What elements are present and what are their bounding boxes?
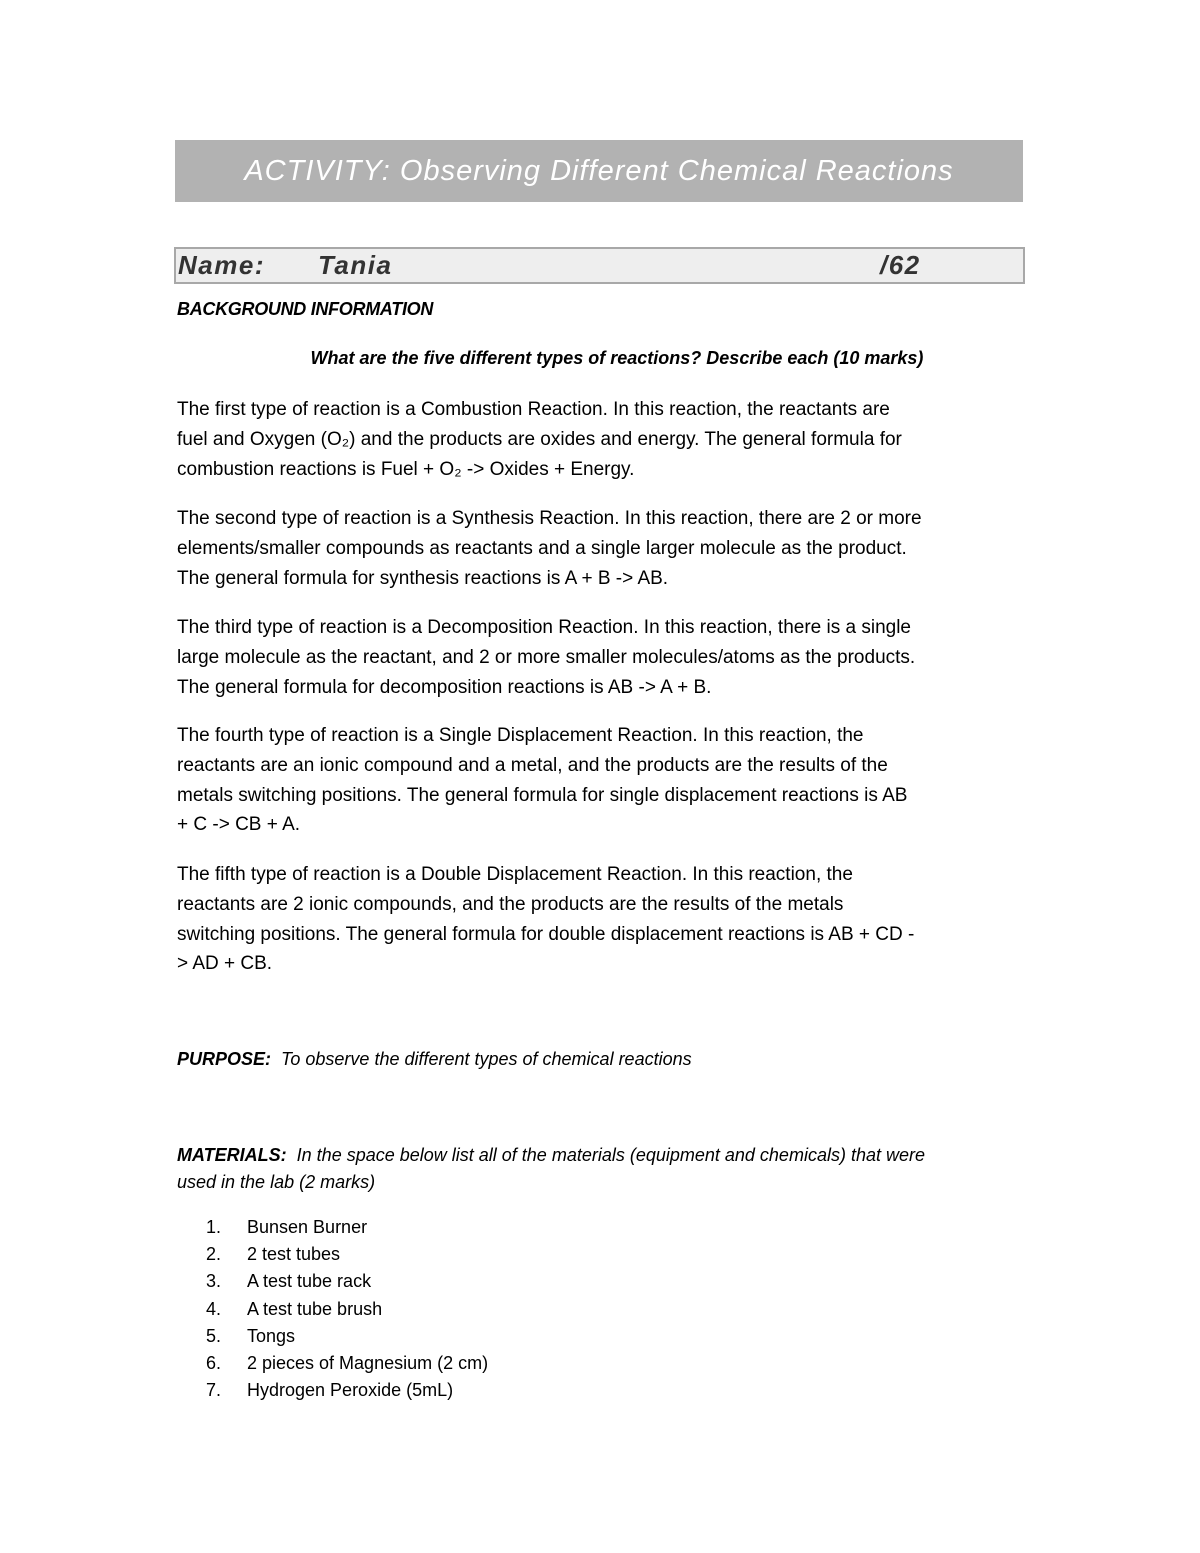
purpose-label: PURPOSE: <box>177 1049 272 1069</box>
list-number: 7. <box>206 1380 222 1401</box>
materials-label: MATERIALS: <box>177 1145 287 1165</box>
paragraph-line: The fifth type of reaction is a Double Displacement Reaction. In this reaction, the <box>177 864 853 885</box>
purpose-section <box>177 1049 692 1070</box>
name-label: Name: <box>178 250 265 280</box>
paragraph-line: metals switching positions. The general formula for single displacement reactions is AB <box>177 784 908 806</box>
student-name: Tania <box>318 250 393 280</box>
question-prompt: What are the five different types of reactions? Describe each (10 marks) <box>310 348 924 368</box>
list-number: 3. <box>206 1271 222 1292</box>
list-number: 1. <box>206 1217 222 1237</box>
paragraph-line: The third type of reaction is a Decomposition Reaction. In this reaction, there is a single <box>177 617 911 638</box>
paragraph-line: The general formula for synthesis reactions is A + B -> AB. <box>177 567 669 589</box>
list-item-text: A test tube brush <box>247 1298 383 1319</box>
paragraph-single-displacement <box>177 721 1037 840</box>
materials-section <box>177 1142 1017 1196</box>
list-item <box>206 1241 488 1268</box>
paragraph-line: combustion reactions is Fuel + O₂ -> Oxides + Energy. <box>177 458 635 480</box>
paragraph-synthesis <box>177 504 1037 593</box>
list-item <box>206 1268 488 1295</box>
paragraph-line: + C -> CB + A. <box>177 814 301 836</box>
list-number: 2. <box>206 1244 222 1265</box>
paragraph-line: The second type of reaction is a Synthesis Reaction. In this reaction, there are 2 or more <box>177 508 922 529</box>
paragraph-line: fuel and Oxygen (O₂) and the products are oxides and energy. The general formula for <box>177 428 902 450</box>
list-item <box>206 1296 488 1323</box>
list-item-text: Hydrogen Peroxide (5mL) <box>247 1380 454 1401</box>
paragraph-line: The fourth type of reaction is a Single Displacement Reaction. In this reaction, the <box>177 725 864 746</box>
paragraph-double-displacement <box>177 860 1037 979</box>
materials-list <box>206 1214 488 1404</box>
list-item-text: 2 pieces of Magnesium (2 cm) <box>247 1353 489 1374</box>
list-item-text: Bunsen Burner <box>247 1217 368 1237</box>
paragraph-line: The first type of reaction is a Combustion Reaction. In this reaction, the reactants are <box>177 399 890 420</box>
page-title: ACTIVITY: Observing Different Chemical Reactions <box>244 154 954 187</box>
list-number: 6. <box>206 1353 222 1374</box>
list-item-text: 2 test tubes <box>247 1244 341 1265</box>
list-item <box>206 1214 488 1241</box>
title-banner <box>175 140 1023 202</box>
total-marks: /62 <box>880 250 921 280</box>
paragraph-line: switching positions. The general formula for double displacement reactions is AB + CD - <box>177 923 915 945</box>
paragraph-line: large molecule as the reactant, and 2 or more smaller molecules/atoms as the products. <box>177 646 916 668</box>
purpose-text: To observe the different types of chemical reactions <box>281 1049 692 1069</box>
list-item <box>206 1377 488 1404</box>
paragraph-combustion <box>177 395 1037 484</box>
list-number: 5. <box>206 1325 222 1346</box>
paragraph-line: reactants are 2 ionic compounds, and the products are the results of the metals <box>177 893 844 915</box>
list-item-text: Tongs <box>247 1325 296 1346</box>
paragraph-line: > AD + CB. <box>177 953 273 975</box>
materials-instructions: In the space below list all of the materials (equipment and chemicals) that were <box>296 1145 925 1165</box>
list-number: 4. <box>206 1298 222 1319</box>
list-item <box>206 1323 488 1350</box>
paragraph-decomposition <box>177 613 1037 702</box>
name-score-box <box>174 247 1025 284</box>
materials-instructions-cont: used in the lab (2 marks) <box>177 1172 376 1192</box>
paragraph-line: elements/smaller compounds as reactants and a single larger molecule as the product. <box>177 537 907 559</box>
background-heading: BACKGROUND INFORMATION <box>177 299 434 319</box>
paragraph-line: reactants are an ionic compound and a metal, and the products are the results of the <box>177 754 888 776</box>
paragraph-line: The general formula for decomposition reactions is AB -> A + B. <box>177 676 712 698</box>
list-item <box>206 1350 488 1377</box>
list-item-text: A test tube rack <box>247 1271 372 1292</box>
